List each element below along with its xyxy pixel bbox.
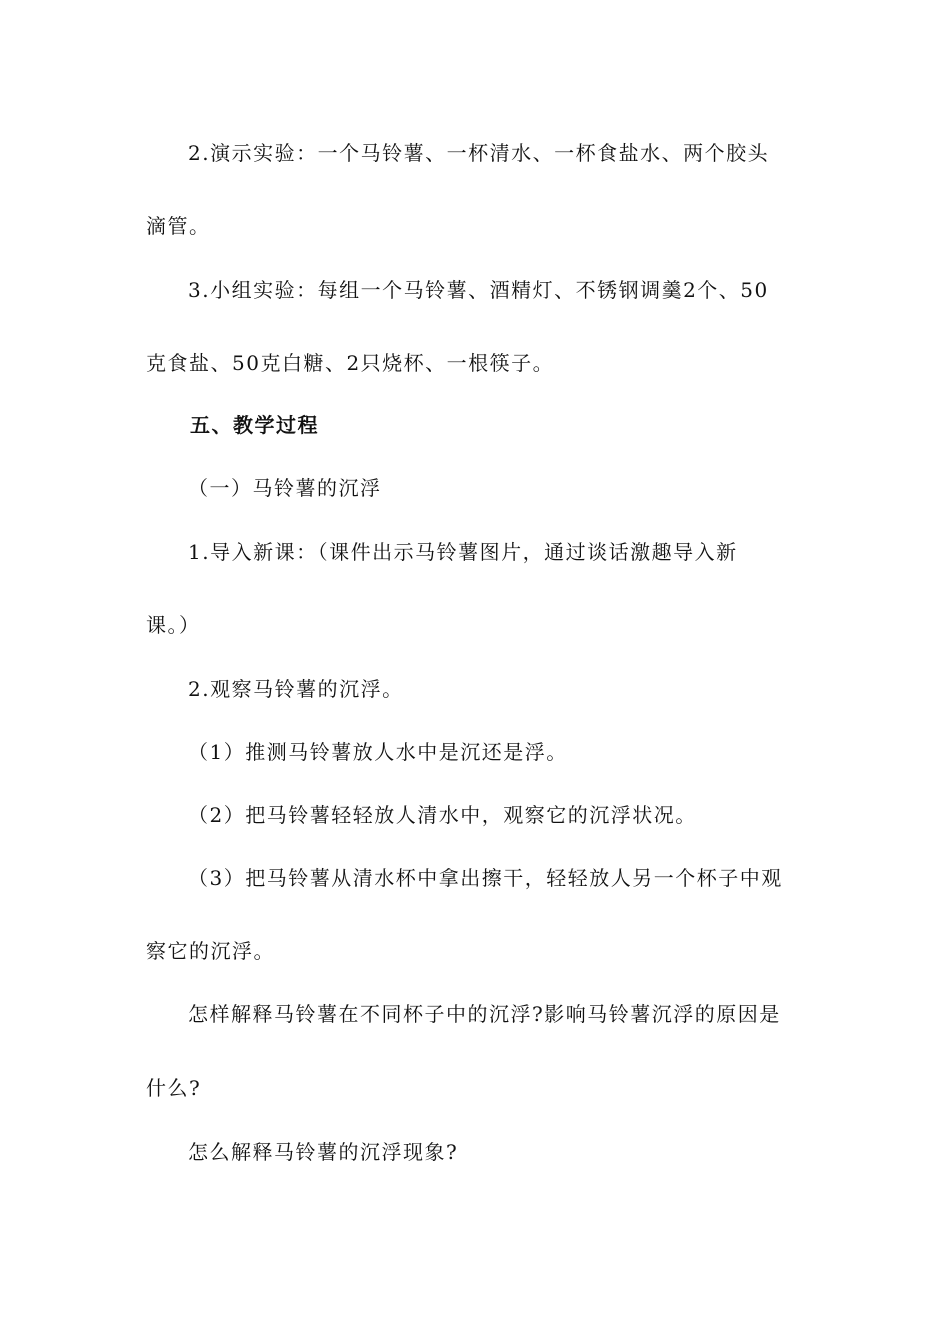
section-heading-teaching-process: 五、教学过程 bbox=[190, 413, 319, 437]
step-2-item-3-line-2: 察它的沉浮。 bbox=[146, 939, 275, 963]
question-1-line-2: 什么? bbox=[146, 1076, 202, 1100]
question-1-line-1: 怎样解释马铃薯在不同杯子中的沉浮?影响马铃薯沉浮的原因是 bbox=[188, 1002, 781, 1026]
materials-demo-line-2: 滴管。 bbox=[146, 214, 211, 238]
materials-group-line-2: 克食盐、50克白糖、2只烧杯、一根筷子。 bbox=[146, 351, 555, 375]
step-2-item-3-line-1: （3）把马铃薯从清水杯中拿出擦干，轻轻放人另一个杯子中观 bbox=[188, 866, 783, 890]
step-2-heading: 2.观察马铃薯的沉浮。 bbox=[188, 677, 404, 701]
step-2-item-1: （1）推测马铃薯放人水中是沉还是浮。 bbox=[188, 740, 568, 764]
subsection-heading: （一）马铃薯的沉浮 bbox=[188, 476, 382, 500]
step-1-line-2: 课。） bbox=[146, 613, 201, 637]
materials-demo-line-1: 2.演示实验：一个马铃薯、一杯清水、一杯食盐水、两个胶头 bbox=[188, 141, 770, 165]
question-2: 怎么解释马铃薯的沉浮现象? bbox=[188, 1140, 459, 1164]
step-2-item-2: （2）把马铃薯轻轻放人清水中，观察它的沉浮状况。 bbox=[188, 803, 697, 827]
materials-group-line-1: 3.小组实验：每组一个马铃薯、酒精灯、不锈钢调羹2个、50 bbox=[188, 278, 769, 302]
step-1-line-1: 1.导入新课：（课件出示马铃薯图片，通过谈话激趣导入新 bbox=[188, 540, 738, 564]
